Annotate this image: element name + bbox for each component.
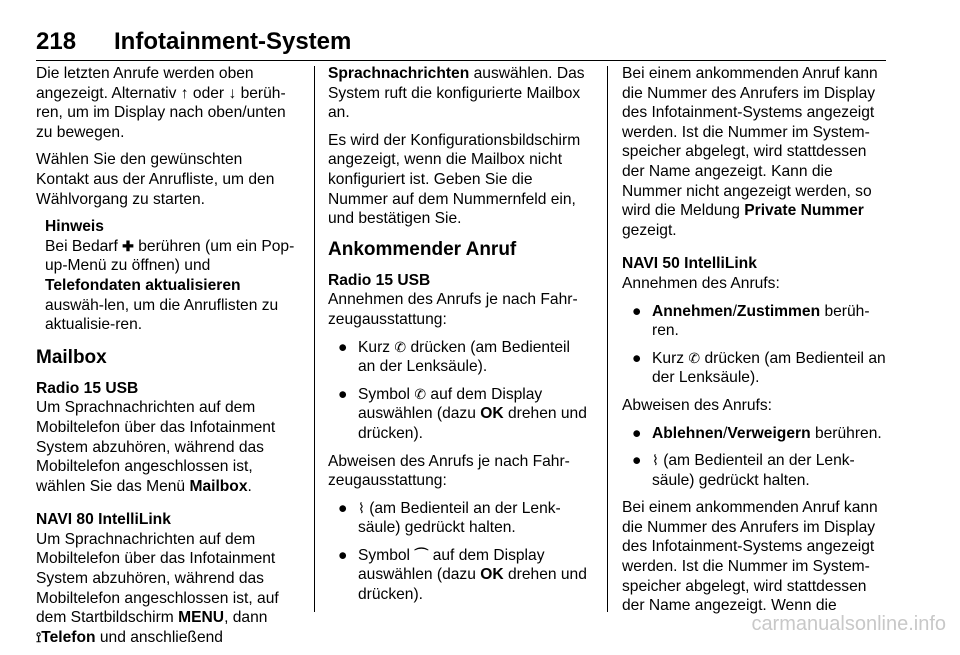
column-1 (36, 64, 298, 655)
paragraph: Um Sprachnachrichten auf dem Mobiltelefon über das Infotainment System abzuhören, während das Mobiltelefon angeschlossen ist, wählen Sie das Menü Mailbox. (36, 399, 276, 495)
list-item: ● Symbol ✆ auf dem Display auswählen (dazu OK drehen und drücken). (338, 385, 587, 442)
subheading: Radio 15 USB (36, 379, 139, 397)
paragraph: Annehmen des Anrufs je nach Fahr-zeugausstattung: (328, 291, 578, 328)
list-item: ● Annehmen/Zustimmen berüh-ren. (632, 302, 870, 340)
subheading: Radio 15 USB (328, 271, 431, 289)
section-heading-incoming-call: Ankommender Anruf (328, 238, 517, 260)
bullet: ● (632, 302, 642, 320)
answer-list (328, 338, 590, 444)
column-2 (328, 64, 590, 613)
call-accept-icon: ✆ (414, 385, 427, 402)
paragraph: Sprachnachrichten auswählen. Das System ruft die konfigurierte Mailbox an. (328, 65, 585, 122)
answer-list (622, 302, 888, 388)
list-item: ● Kurz ✆ drücken (am Bedienteil an der Lenksäule). (632, 349, 886, 387)
hint-box (36, 217, 298, 335)
page-title: Infotainment-System (114, 28, 352, 55)
page-header (36, 14, 886, 54)
watermark: carmanualsonline.info (751, 613, 946, 635)
reject-list (328, 499, 590, 605)
list-item: ● Kurz ✆ drücken (am Bedienteil an der Lenksäule). (338, 338, 570, 376)
paragraph: Es wird der Konfigurationsbildschirm angezeigt, wenn die Mailbox nicht konfiguriert ist. Geben Sie die Nummer auf dem Nummernfeld ein, und bestätigen Sie. (328, 131, 581, 228)
hint-text: Bei Bedarf ✚ berühren (um ein Pop-up-Menü zu öffnen) und Telefondaten aktualisieren auswäh-len, um die Anruflisten zu aktualisie-ren. (45, 237, 295, 334)
paragraph: Bei einem ankommenden Anruf kann die Nummer des Anrufers im Display des Infotainment-Systems angezeigt werden. Ist die Nummer im System-speicher abgelegt, wird stattdessen der Name angezeigt. Kann die Nummer nicht angezeigt werden, so wird die Meldung Private Nummer gezeigt. (622, 65, 878, 239)
list-item: ● Ablehnen/Verweigern berühren. (632, 424, 882, 442)
bullet: ● (338, 499, 348, 517)
call-end-icon: ⌒ (414, 546, 429, 563)
list-item: ● ⌇ (am Bedienteil an der Lenk-säule) gedrückt halten. (338, 499, 561, 537)
bullet: ● (632, 452, 642, 470)
paragraph: Wählen Sie den gewünschten Kontakt aus der Anrufliste, um den Wählvorgang zu starten. (36, 151, 275, 208)
list-item: ● ⌇ (am Bedienteil an der Lenk-säule) gedrückt halten. (632, 452, 855, 489)
paragraph: Annehmen des Anrufs: (622, 274, 780, 292)
bullet: ● (338, 385, 348, 403)
column-divider-1 (314, 66, 315, 612)
section-heading-mailbox: Mailbox (36, 346, 107, 368)
phone-icon: ⟟ (36, 628, 42, 645)
hangup-icon: ⌇ (358, 499, 365, 516)
subheading: NAVI 80 IntelliLink (36, 511, 171, 529)
reject-list (622, 424, 888, 491)
subheading: NAVI 50 IntelliLink (622, 255, 757, 273)
paragraph: Die letzten Anrufe werden oben angezeigt. Alternativ ↑ oder ↓ berüh-ren, um im Display nach oben/unten zu bewegen. (36, 65, 286, 141)
call-accept-icon: ✆ (688, 349, 701, 366)
hint-title: Hinweis (45, 218, 104, 236)
header-rule (36, 60, 886, 61)
bullet: ● (632, 424, 642, 442)
paragraph: Um Sprachnachrichten auf dem Mobiltelefon über das Infotainment System abzuhören, während das Mobiltelefon angeschlossen ist, auf dem Startbildschirm MENU, dann ⟟Telefon und anschließend (36, 530, 279, 646)
hangup-icon: ⌇ (652, 452, 659, 469)
column-divider-2 (607, 66, 608, 612)
bullet: ● (632, 349, 642, 367)
list-item: ● Symbol ⌒ auf dem Display auswählen (dazu OK drehen und drücken). (338, 546, 587, 604)
paragraph: Abweisen des Anrufs: (622, 396, 772, 414)
call-accept-icon: ✆ (394, 338, 407, 355)
bullet: ● (338, 546, 348, 564)
paragraph: Bei einem ankommenden Anruf kann die Nummer des Anrufers im Display des Infotainment-Systems angezeigt werden. Ist die Nummer im System-speicher abgelegt, wird stattdessen der Name angezeigt. Wenn die (622, 499, 878, 615)
plus-icon: ✚ (122, 237, 134, 254)
bullet: ● (338, 338, 348, 356)
column-3 (622, 64, 888, 624)
page-number: 218 (36, 28, 77, 55)
paragraph: Abweisen des Anrufs je nach Fahr-zeugausstattung: (328, 452, 570, 490)
